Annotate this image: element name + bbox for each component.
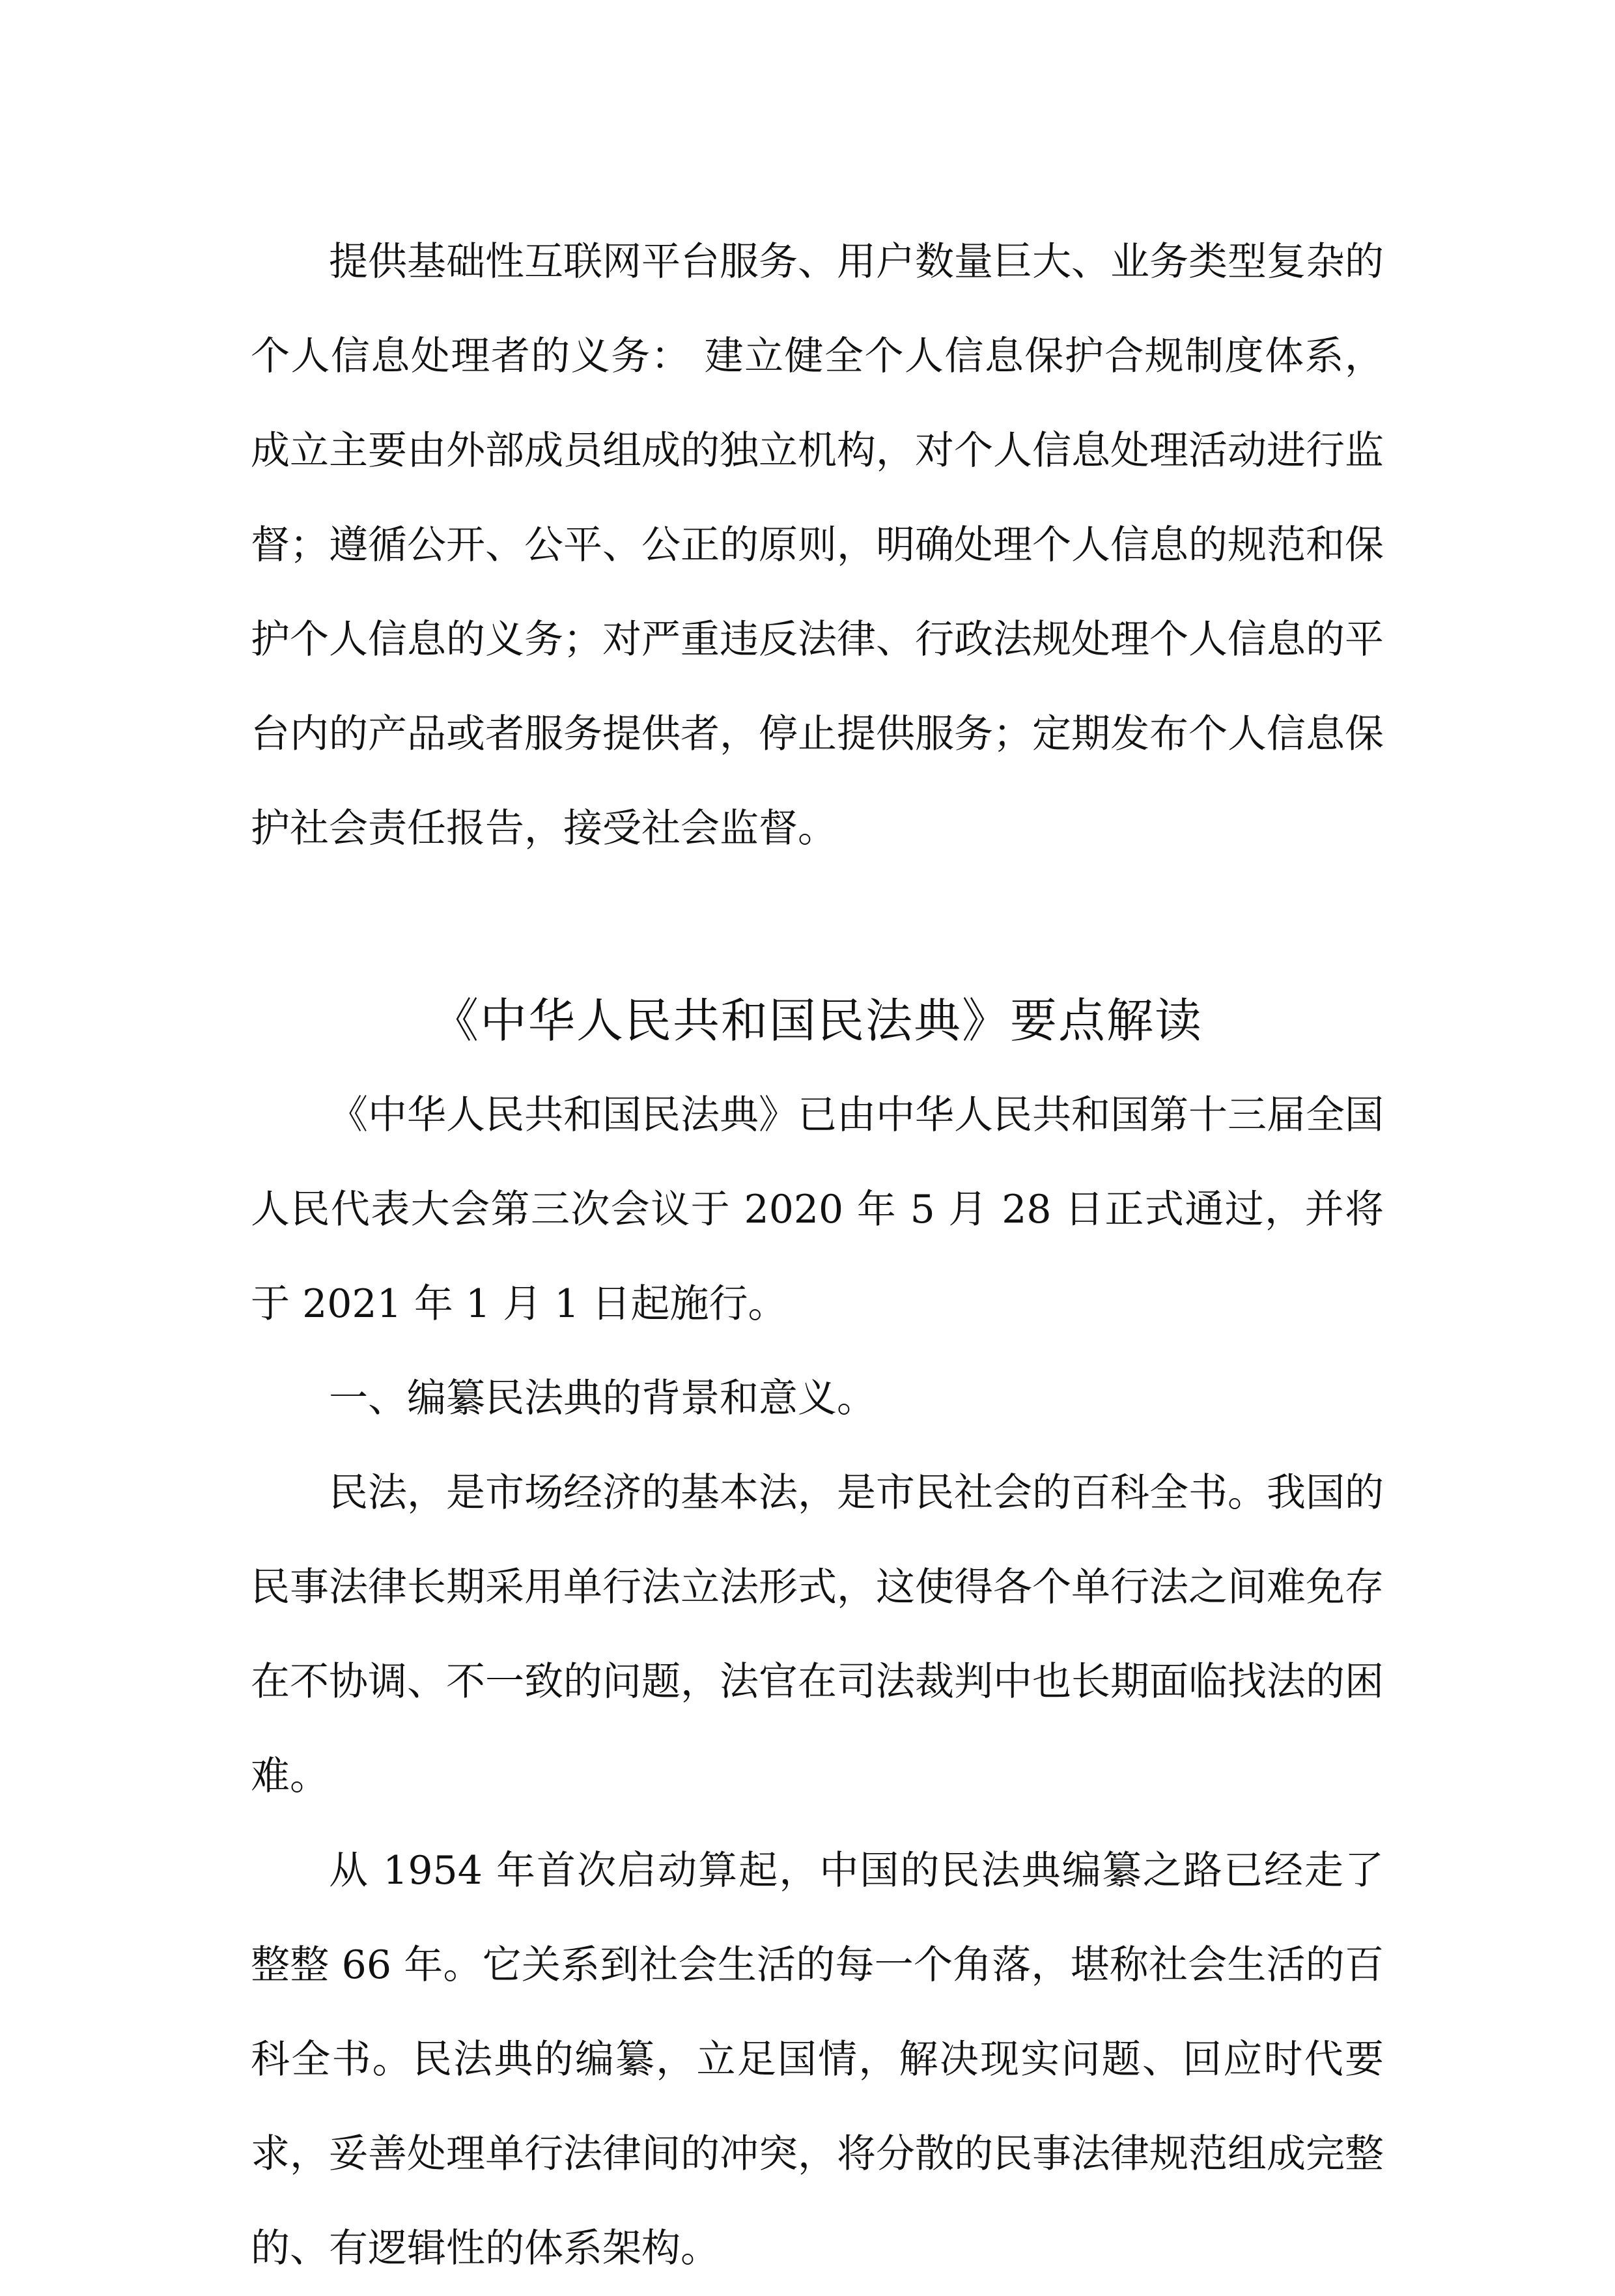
document-body (251, 215, 1384, 2296)
paragraph-adoption: 《中华人民共和国民法典》已由中华人民共和国第十三届全国人民代表大会第三次会议于 2020 年 5 月 28 日正式通过，并将于 2021 年 1 月 1 日起施行。 (251, 1092, 1384, 1327)
section-spacer (251, 876, 1384, 974)
section-title: 《中华人民共和国民法典》要点解读 (431, 993, 1203, 1048)
intro-paragraph: 提供基础性互联网平台服务、用户数量巨大、业务类型复杂的个人信息处理者的义务： 建立健全个人信息保护合规制度体系，成立主要由外部成员组成的独立机构，对个人信息处理活动进行监督；遵循公开、公平、公正的原则，明确处理个人信息的规范和保护个人信息的义务；对严重违反法律、行政法规处理个人信息的平台内的产品或者服务提供者，停止提供服务；定期发布个人信息保护社会责任报告，接受社会监督。 (251, 239, 1384, 851)
paragraph-history: 从 1954 年首次启动算起，中国的民法典编纂之路已经走了整整 66 年。它关系到社会生活的每一个角落，堪称社会生活的百科全书。民法典的编纂，立足国情，解决现实问题、回应时代要求，妥善处理单行法律间的冲突，将分散的民事法律规范组成完整的、有逻辑性的体系架构。 (251, 1848, 1384, 2271)
paragraph-heading-background: 一、编纂民法典的背景和意义。 (329, 1376, 876, 1421)
paragraph-civil-law: 民法，是市场经济的基本法，是市民社会的百科全书。我国的民事法律长期采用单行法立法形式，这使得各个单行法之间难免存在不协调、不一致的问题，法官在司法裁判中也长期面临找法的困难。 (251, 1470, 1384, 1799)
